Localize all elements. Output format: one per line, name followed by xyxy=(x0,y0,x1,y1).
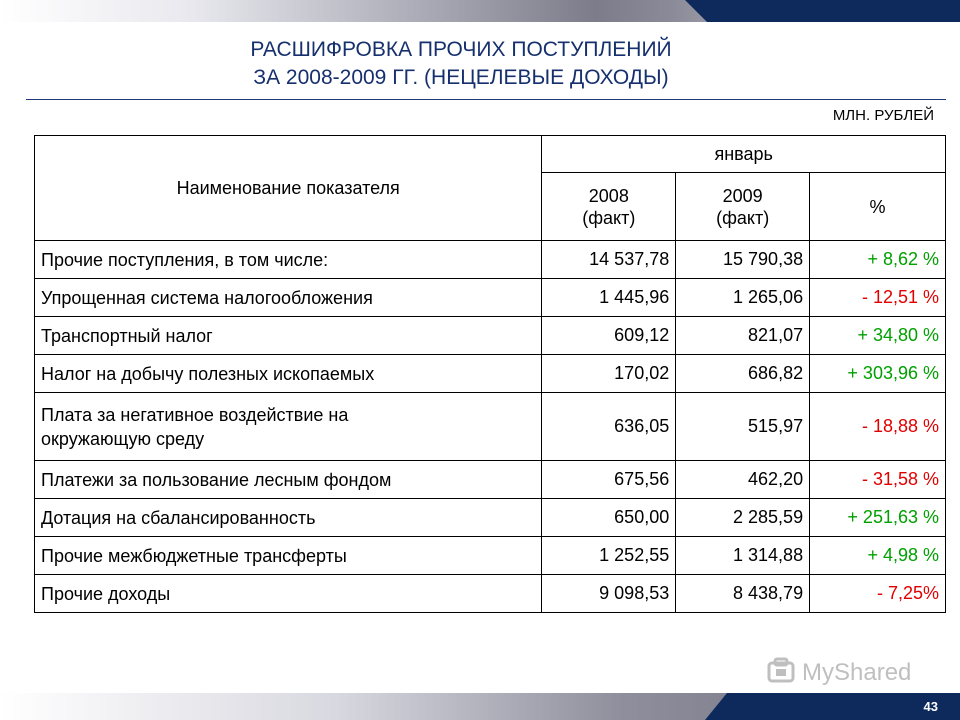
slide-title xyxy=(0,36,922,92)
myshared-watermark xyxy=(766,655,911,691)
table-row xyxy=(35,241,946,279)
row-name: Прочие межбюджетные трансферты xyxy=(35,537,542,575)
header-2009-year: 2009 xyxy=(722,185,763,206)
header-percent: % xyxy=(810,173,946,241)
title-line-1: РАСШИФРОВКА ПРОЧИХ ПОСТУПЛЕНИЙ xyxy=(250,38,672,61)
row-percent: + 303,96 % xyxy=(810,355,946,393)
row-value-2008: 9 098,53 xyxy=(542,575,676,613)
row-value-2008: 14 537,78 xyxy=(542,241,676,279)
table-row xyxy=(35,355,946,393)
title-line-2: ЗА 2008-2009 ГГ. (НЕЦЕЛЕВЫЕ ДОХОДЫ) xyxy=(253,66,669,89)
header-2009 xyxy=(676,173,810,241)
table-row xyxy=(35,393,946,461)
page-number: 43 xyxy=(923,699,938,714)
row-percent: - 7,25% xyxy=(810,575,946,613)
row-value-2008: 1 252,55 xyxy=(542,537,676,575)
row-value-2009: 8 438,79 xyxy=(676,575,810,613)
header-indicator-name: Наименование показателя xyxy=(35,136,542,241)
row-value-2009: 686,82 xyxy=(676,355,810,393)
row-percent: + 251,63 % xyxy=(810,499,946,537)
row-value-2009: 515,97 xyxy=(676,393,810,461)
header-period: январь xyxy=(542,136,946,173)
row-value-2009: 2 285,59 xyxy=(676,499,810,537)
table-row xyxy=(35,279,946,317)
row-percent: + 34,80 % xyxy=(810,317,946,355)
row-percent: - 31,58 % xyxy=(810,461,946,499)
row-value-2008: 609,12 xyxy=(542,317,676,355)
row-value-2009: 462,20 xyxy=(676,461,810,499)
row-name-line-1: Плата за негативное воздействие на xyxy=(41,404,349,425)
header-2009-note: (факт) xyxy=(716,207,770,228)
row-name: Транспортный налог xyxy=(35,317,542,355)
title-divider xyxy=(26,99,946,100)
table-row xyxy=(35,499,946,537)
table-row xyxy=(35,575,946,613)
row-percent: - 12,51 % xyxy=(810,279,946,317)
myshared-logo-icon xyxy=(766,656,796,691)
header-2008-note: (факт) xyxy=(582,207,636,228)
row-name: Упрощенная система налогообложения xyxy=(35,279,542,317)
unit-label: МЛН. РУБЛЕЙ xyxy=(832,107,934,124)
header-row-1 xyxy=(35,136,946,173)
row-value-2009: 821,07 xyxy=(676,317,810,355)
row-value-2009: 1 314,88 xyxy=(676,537,810,575)
table-row xyxy=(35,461,946,499)
row-name: Платежи за пользование лесным фондом xyxy=(35,461,542,499)
header-2008 xyxy=(542,173,676,241)
row-name: Дотация на сбалансированность xyxy=(35,499,542,537)
top-navy-band xyxy=(685,0,960,22)
row-value-2008: 675,56 xyxy=(542,461,676,499)
row-value-2009: 1 265,06 xyxy=(676,279,810,317)
row-name: Прочие поступления, в том числе: xyxy=(35,241,542,279)
table-row xyxy=(35,537,946,575)
row-name xyxy=(35,393,542,461)
table-row xyxy=(35,317,946,355)
row-percent: + 8,62 % xyxy=(810,241,946,279)
watermark-text: MyShared xyxy=(802,659,912,686)
row-value-2008: 636,05 xyxy=(542,393,676,461)
row-name: Налог на добычу полезных ископаемых xyxy=(35,355,542,393)
row-value-2008: 1 445,96 xyxy=(542,279,676,317)
row-value-2008: 170,02 xyxy=(542,355,676,393)
bottom-navy-band xyxy=(705,693,960,720)
row-percent: - 18,88 % xyxy=(810,393,946,461)
row-name: Прочие доходы xyxy=(35,575,542,613)
row-value-2008: 650,00 xyxy=(542,499,676,537)
row-value-2009: 15 790,38 xyxy=(676,241,810,279)
header-2008-year: 2008 xyxy=(588,185,629,206)
row-percent: + 4,98 % xyxy=(810,537,946,575)
row-name-line-2: окружающую среду xyxy=(41,428,205,449)
income-table xyxy=(34,135,946,613)
